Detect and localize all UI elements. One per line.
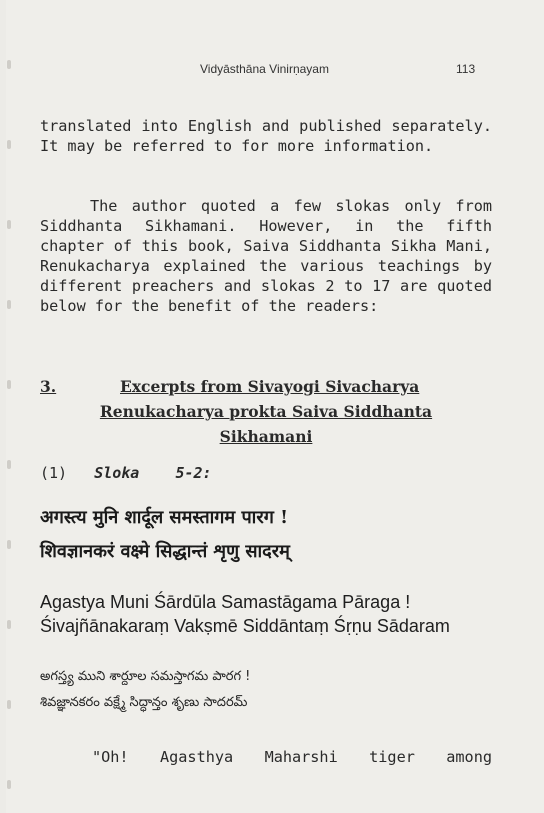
running-header: Vidyāsthāna Vinirṇayam	[200, 62, 329, 76]
sloka-reference	[40, 463, 212, 483]
transliteration-line-2: Śivajñānakaraṃ Vakṣmē Siddāntaṃ Śṛṇu Sādaram	[40, 616, 450, 636]
sloka-label: Sloka	[94, 464, 140, 482]
binding-hole	[7, 380, 11, 389]
binding-holes	[6, 0, 16, 813]
binding-hole	[7, 220, 11, 229]
section-title-line-2: Renukacharya prokta Saiva Siddhanta	[99, 402, 433, 421]
section-heading	[40, 374, 492, 449]
telugu-line-1: అగస్త్య ముని శార్దూల సమస్తాగమ పారగ !	[40, 669, 251, 684]
devanagari-line-2: शिवज्ञानकरं वक्ष्मे सिद्धान्तं शृणु सादरम्	[40, 541, 290, 562]
binding-hole	[7, 140, 11, 149]
binding-hole	[7, 540, 11, 549]
section-number: 3.	[40, 377, 57, 396]
binding-hole	[7, 780, 11, 789]
devanagari-line-1: अगस्त्य मुनि शार्दूल समस्तागम पारग !	[40, 507, 288, 528]
translation-first-line: "Oh! Agasthya Maharshi tiger among	[92, 748, 492, 766]
section-title-line-1: Excerpts from Sivayogi Sivacharya	[120, 377, 420, 396]
binding-hole	[7, 620, 11, 629]
page-number: 113	[456, 62, 476, 76]
binding-hole	[7, 300, 11, 309]
sloka-ref: 5-2:	[175, 464, 212, 482]
transliteration-line-1: Agastya Muni Śārdūla Samastāgama Pāraga !	[40, 592, 411, 612]
binding-hole	[7, 700, 11, 709]
telugu-line-2: శివజ్ఞానకరం వక్ష్మే సిద్ధాన్తం శృణు సాదరమ్	[40, 695, 248, 710]
sloka-index: (1)	[40, 464, 68, 482]
paragraph-intro: translated into English and published separately. It may be referred to for more information.	[40, 117, 492, 155]
section-title-line-3: Sikhamani	[219, 427, 313, 446]
binding-hole	[7, 60, 11, 69]
binding-hole	[7, 460, 11, 469]
paragraph-quote-intro: The author quoted a few slokas only from Siddhanta Sikhamani. However, in the fifth chapter of this book, Saiva Siddhanta Sikha Mani, Renukacharya explained the various teachings by different preachers and slokas 2 to 17 are quoted below for the benefit of the readers:	[40, 197, 492, 315]
